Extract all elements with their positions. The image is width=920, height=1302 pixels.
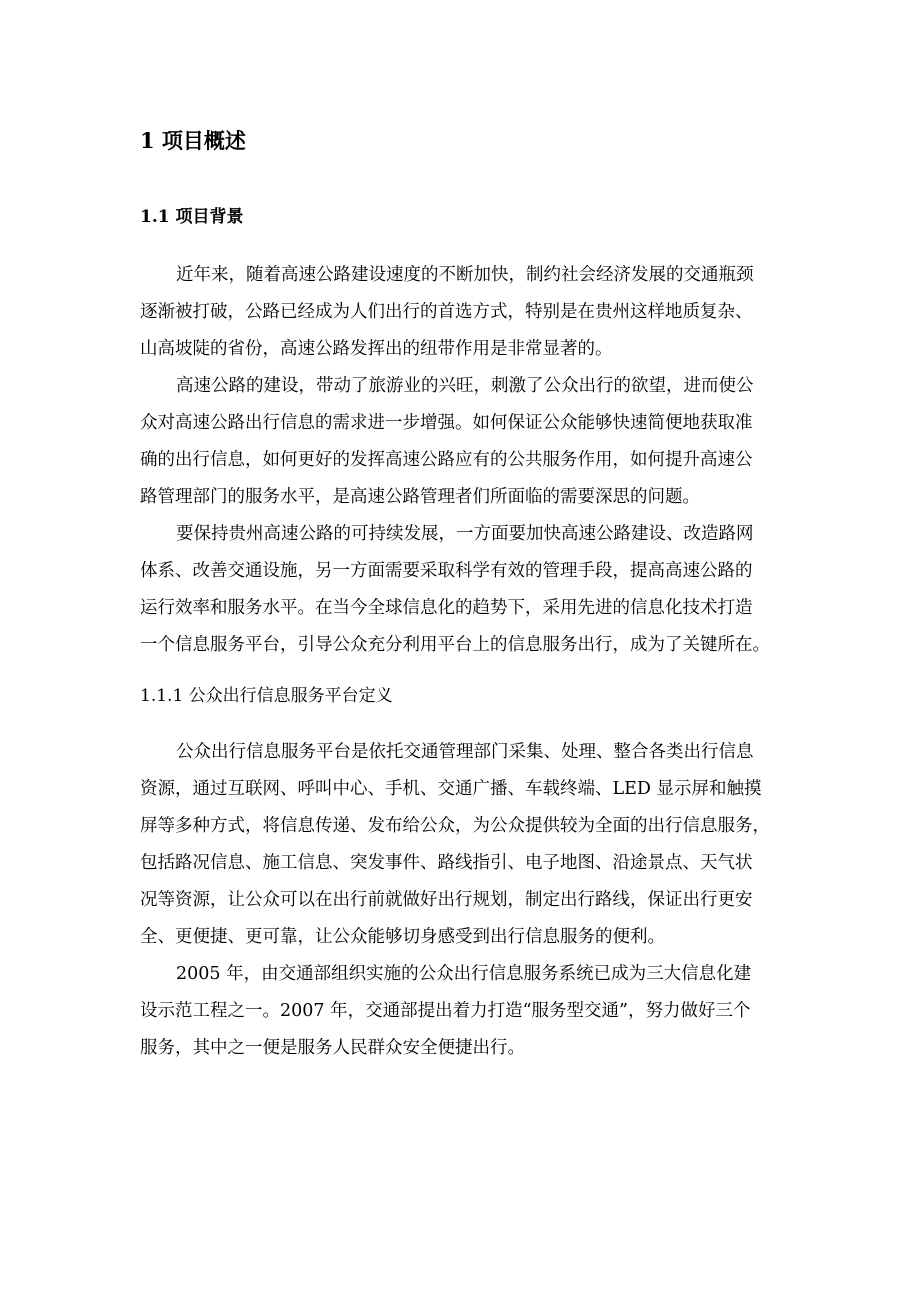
section-2-body: [140, 734, 782, 1067]
paragraph-line: 设示范工程之一。2007 年，交通部提出着力打造“服务型交通”，努力做好三个: [140, 1001, 751, 1021]
section-heading: 1.1 项目背景: [140, 207, 244, 227]
paragraph-line: 一个信息服务平台，引导公众充分利用平台上的信息服务出行，成为了关键所在。: [140, 635, 770, 655]
paragraph-line: 要保持贵州高速公路的可持续发展，一方面要加快高速公路建设、改造路网: [176, 524, 754, 544]
paragraph-line: 公众出行信息服务平台是依托交通管理部门采集、处理、整合各类出行信息: [176, 742, 754, 762]
paragraph-line: 路管理部门的服务水平，是高速公路管理者们所面临的需要深思的问题。: [140, 487, 700, 507]
paragraph-line: 包括路况信息、施工信息、突发事件、路线指引、电子地图、沿途景点、天气状: [140, 853, 753, 873]
subsection-heading: 1.1.1 公众出行信息服务平台定义: [140, 686, 393, 706]
paragraph-line: 逐渐被打破，公路已经成为人们出行的首选方式，特别是在贵州这样地质复杂、: [140, 302, 753, 322]
paragraph-line: 资源，通过互联网、呼叫中心、手机、交通广播、车载终端、LED 显示屏和触摸: [140, 779, 762, 799]
paragraph-line: 运行效率和服务水平。在当今全球信息化的趋势下，采用先进的信息化技术打造: [140, 598, 753, 618]
paragraph-line: 确的出行信息，如何更好的发挥高速公路应有的公共服务作用，如何提升高速公: [140, 450, 753, 470]
paragraph-line: 屏等多种方式，将信息传递、发布给公众，为公众提供较为全面的出行信息服务，: [140, 816, 770, 836]
section-1-body: [140, 257, 782, 664]
paragraph-line: 山高坡陡的省份，高速公路发挥出的纽带作用是非常显著的。: [140, 339, 613, 359]
paragraph-line: 服务，其中之一便是服务人民群众安全便捷出行。: [140, 1038, 525, 1058]
paragraph-line: 高速公路的建设，带动了旅游业的兴旺，刺激了公众出行的欲望，进而使公: [176, 376, 754, 396]
paragraph-line: 近年来，随着高速公路建设速度的不断加快，制约社会经济发展的交通瓶颈: [176, 265, 754, 285]
paragraph-line: 体系、改善交通设施，另一方面需要采取科学有效的管理手段，提高高速公路的: [140, 561, 753, 581]
chapter-heading: 1 项目概述: [140, 128, 246, 153]
paragraph-line: 2005 年，由交通部组织实施的公众出行信息服务系统已成为三大信息化建: [176, 964, 752, 984]
paragraph-line: 况等资源，让公众可以在出行前就做好出行规划，制定出行路线，保证出行更安: [140, 890, 753, 910]
paragraph-line: 全、更便捷、更可靠，让公众能够切身感受到出行信息服务的便利。: [140, 927, 665, 947]
paragraph-line: 众对高速公路出行信息的需求进一步增强。如何保证公众能够快速简便地获取准: [140, 413, 753, 433]
